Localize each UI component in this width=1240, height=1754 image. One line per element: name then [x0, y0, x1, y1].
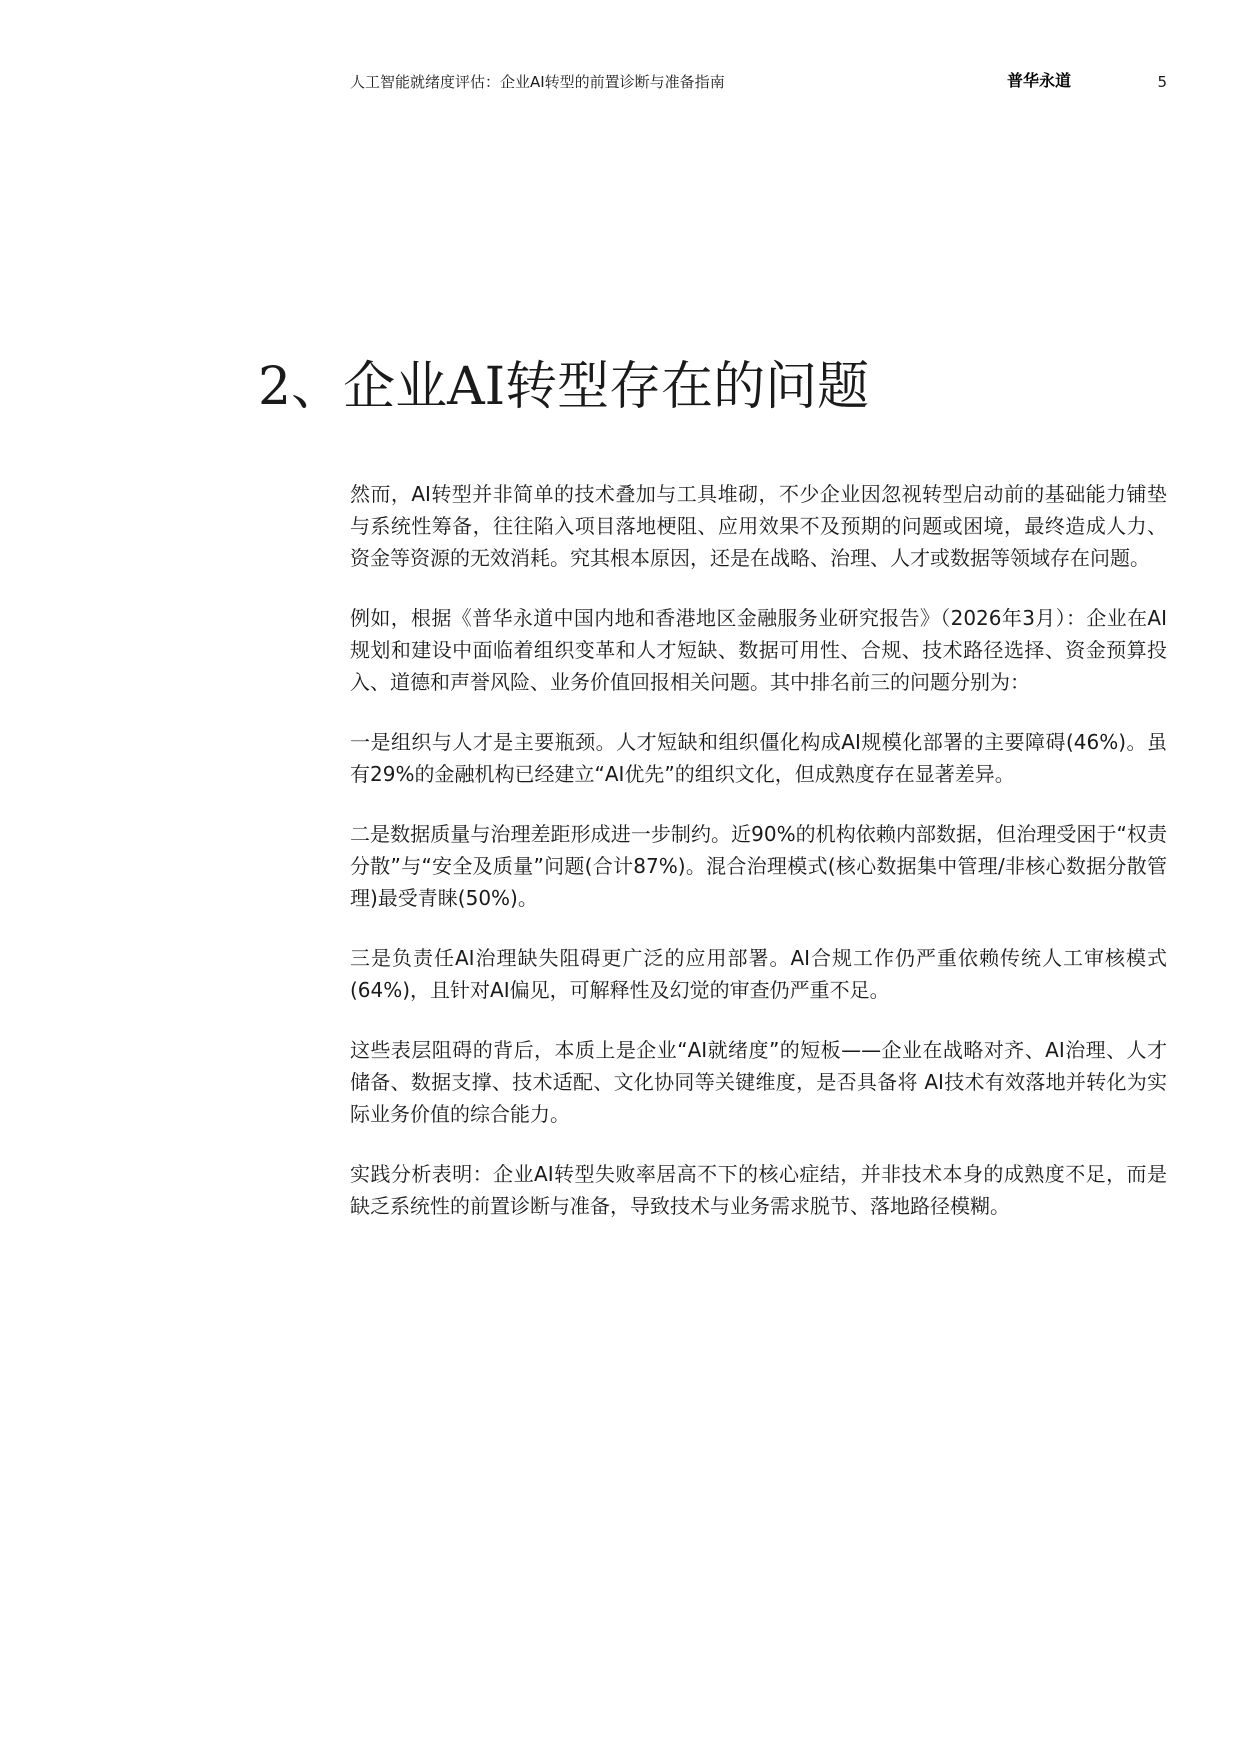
paragraph-issue-organization-talent: 一是组织与人才是主要瓶颈。人才短缺和组织僵化构成AI规模化部署的主要障碍(46%)。虽有29%的金融机构已经建立“AI优先”的组织文化，但成熟度存在显著差异。 [350, 730, 1167, 786]
paragraph-intro: 然而，AI转型并非简单的技术叠加与工具堆砌，不少企业因忽视转型启动前的基础能力铺垫与系统性筹备，往往陷入项目落地梗阻、应用效果不及预期的问题或困境，最终造成人力、资金等资源的无效消耗。究其根本原因，还是在战略、治理、人才或数据等领域存在问题。 [350, 482, 1167, 570]
section-heading: 2、企业AI转型存在的问题 [258, 357, 870, 417]
paragraph-report-citation: 例如，根据《普华永道中国内地和香港地区金融服务业研究报告》（2026年3月）：企业在AI规划和建设中面临着组织变革和人才短缺、数据可用性、合规、技术路径选择、资金预算投入、道德和声誉风险、业务价值回报相关问题。其中排名前三的问题分别为： [350, 606, 1167, 694]
page-number: 5 [1157, 73, 1167, 91]
paragraph-ai-readiness: 这些表层阻碍的背后，本质上是企业“AI就绪度”的短板——企业在战略对齐、AI治理、人才储备、数据支撑、技术适配、文化协同等关键维度，是否具备将 AI技术有效落地并转化为实际业务价值的综合能力。 [350, 1038, 1167, 1126]
brand-logo: 普华永道 [1007, 71, 1072, 90]
running-header [350, 72, 1167, 96]
body-text [350, 478, 1167, 1250]
document-title: 人工智能就绪度评估：企业AI转型的前置诊断与准备指南 [350, 73, 725, 91]
paragraph-issue-responsible-ai: 三是负责任AI治理缺失阻碍更广泛的应用部署。AI合规工作仍严重依赖传统人工审核模式(64%)，且针对AI偏见，可解释性及幻觉的审查仍严重不足。 [350, 946, 1167, 1002]
paragraph-issue-data-governance: 二是数据质量与治理差距形成进一步制约。近90%的机构依赖内部数据，但治理受困于“权责分散”与“安全及质量”问题(合计87%)。混合治理模式(核心数据集中管理/非核心数据分散管理)最受青睐(50%)。 [350, 822, 1167, 910]
paragraph-conclusion: 实践分析表明：企业AI转型失败率居高不下的核心症结，并非技术本身的成熟度不足，而是缺乏系统性的前置诊断与准备，导致技术与业务需求脱节、落地路径模糊。 [350, 1162, 1167, 1218]
